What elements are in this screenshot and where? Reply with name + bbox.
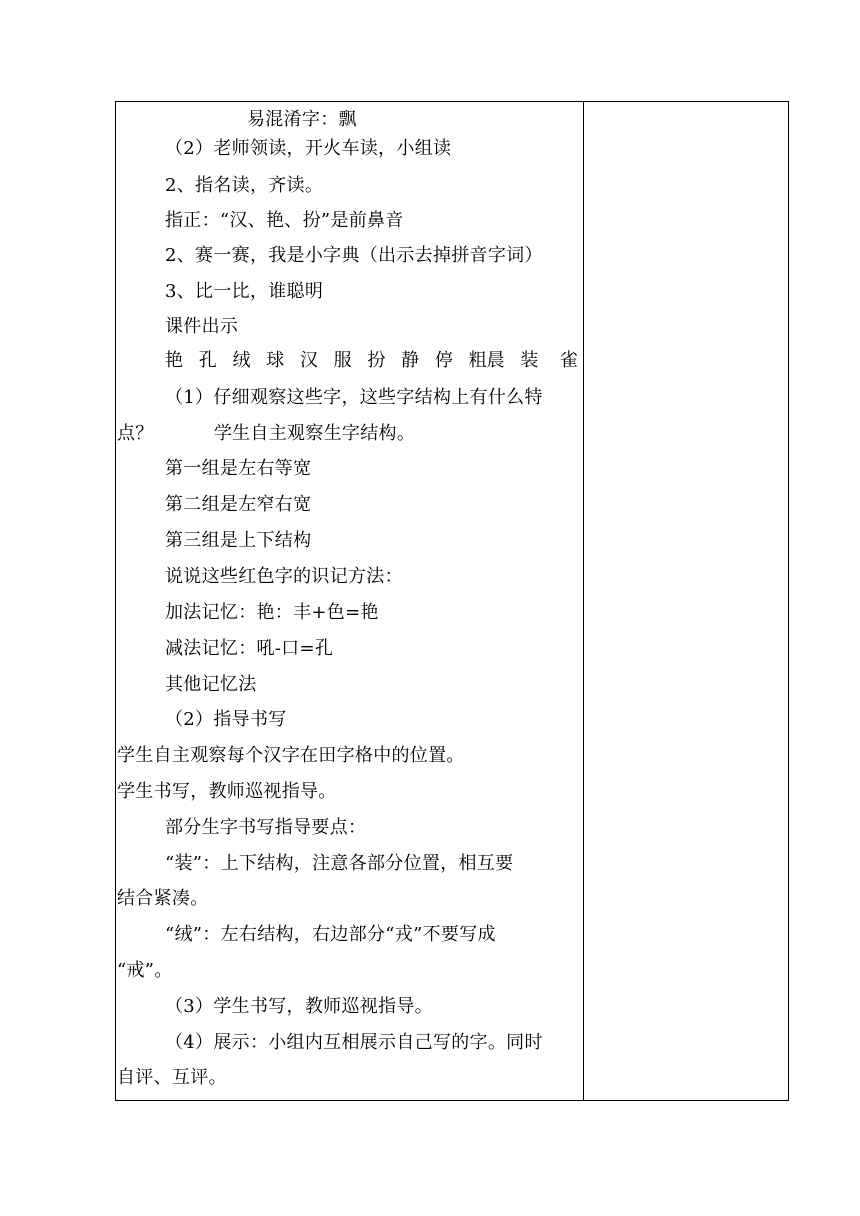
character: 孔 [198, 350, 217, 371]
text-line-confusing-char: 易混淆字：飘 [247, 109, 357, 130]
character: 球 [266, 350, 285, 371]
text-line: （2）老师领读，开火车读，小组读 [165, 138, 452, 159]
text-line: 其他记忆法 [165, 674, 257, 695]
text-line: 2、赛一赛，我是小字典（出示去掉拼音字词） [165, 245, 543, 266]
text-line: “装”：上下结构，注意各部分位置，相互要 [165, 853, 514, 874]
character: 扮 [367, 350, 386, 371]
text-line: 点？ 学生自主观察生字结构。 [117, 423, 416, 444]
character: 雀 [554, 350, 578, 371]
text-line: 学生自主观察每个汉字在田字格中的位置。 [117, 745, 465, 766]
text-line: 第二组是左窄右宽 [165, 494, 312, 515]
text-line: 第一组是左右等宽 [165, 458, 312, 479]
character: 停 [434, 350, 453, 371]
text-line: 说说这些红色字的识记方法： [165, 566, 403, 587]
character: 粗晨 [468, 350, 505, 371]
character-list [165, 349, 588, 373]
text-line: 减法记忆：吼-口=孔 [165, 638, 334, 659]
text-line: “戒”。 [117, 960, 173, 981]
text-line: （3）学生书写，教师巡视指导。 [165, 996, 433, 1017]
text-line: 2、指名读，齐读。 [165, 175, 324, 196]
character: 绒 [232, 350, 251, 371]
text-line: 第三组是上下结构 [165, 530, 312, 551]
table-column-divider [583, 101, 584, 1101]
text-line: 3、比一比，谁聪明 [165, 281, 324, 302]
text-line: 指正：“汉、艳、扮”是前鼻音 [165, 210, 404, 231]
text-line: （4）展示：小组内互相展示自己写的字。同时 [165, 1032, 543, 1053]
text-line: 加法记忆：艳：丰+色=艳 [165, 602, 379, 623]
text-line: “绒”：左右结构，右边部分“戎”不要写成 [165, 924, 496, 945]
text-line: 学生书写，教师巡视指导。 [117, 781, 337, 802]
text-line: （2）指导书写 [165, 709, 287, 730]
text-line: （1）仔细观察这些字，这些字结构上有什么特 [165, 387, 543, 408]
character: 装 [520, 350, 539, 371]
character: 艳 [165, 350, 183, 371]
character: 服 [333, 350, 352, 371]
text-line: 部分生字书写指导要点： [165, 817, 367, 838]
text-line: 自评、互评。 [117, 1067, 227, 1088]
text-line: 课件出示 [165, 316, 239, 337]
character: 静 [401, 350, 420, 371]
character: 汉 [299, 350, 318, 371]
text-line: 结合紧凑。 [117, 888, 209, 909]
